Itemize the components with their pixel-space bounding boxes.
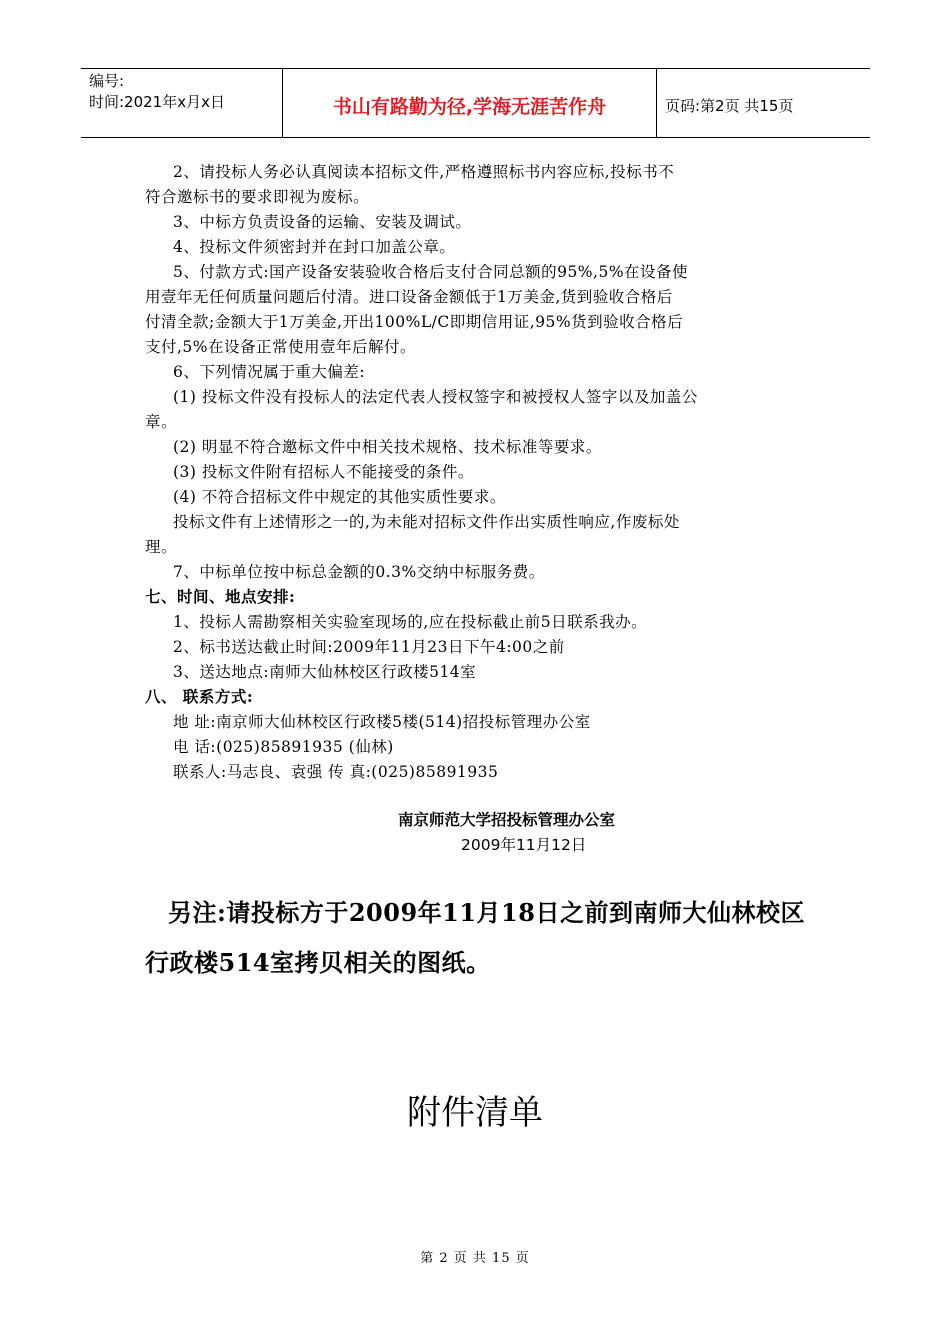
- body-line-21: 3、送达地点:南师大仙林校区行政楼514室: [173, 663, 477, 681]
- body-line-3: 3、中标方负责设备的运输、安装及调试。: [173, 213, 472, 231]
- header-meta: [81, 69, 283, 137]
- section-heading-8: 八、 联系方式:: [145, 687, 254, 706]
- contact-address: 地 址:南京师大仙林校区行政楼5楼(514)招投标管理办公室: [173, 713, 591, 731]
- signature-org: 南京师范大学招投标管理办公室: [398, 810, 616, 829]
- body-line-17: 7、中标单位按中标总金额的0.3%交纳中标服务费。: [173, 563, 545, 581]
- body-line-8: 支付,5%在设备正常使用壹年后解付。: [145, 338, 417, 356]
- page-footer: 第 2 页 共 15 页: [420, 1251, 530, 1266]
- body-line-16: 理。: [145, 538, 178, 556]
- body-line-5: 5、付款方式:国产设备安装验收合格后支付合同总额的95%,5%在设备使: [173, 263, 689, 281]
- header-motto: 书山有路勤为径,学海无涯苦作舟: [283, 69, 657, 137]
- number-label: 编号:: [89, 72, 125, 90]
- body-line-14: (4) 不符合招标文件中规定的其他实质性要求。: [173, 488, 506, 506]
- body-line-15: 投标文件有上述情形之一的,为未能对招标文件作出实质性响应,作废标处: [173, 513, 680, 531]
- date-label: 时间:2021年x月x日: [89, 93, 225, 111]
- note-line-1: 另注:请投标方于2009年11月18日之前到南师大仙林校区: [168, 898, 805, 927]
- signature-date: 2009年11月12日: [461, 836, 587, 854]
- body-line-1: 2、请投标人务必认真阅读本招标文件,严格遵照标书内容应标,投标书不: [173, 163, 675, 181]
- page-header: [81, 68, 870, 138]
- body-line-11: 章。: [145, 413, 178, 431]
- body-line-19: 1、投标人需勘察相关实验室现场的,应在投标截止前5日联系我办。: [173, 613, 648, 631]
- contact-person-fax: 联系人:马志良、袁强 传 真:(025)85891935: [173, 763, 499, 781]
- contact-phone: 电 话:(025)85891935 (仙林): [173, 738, 394, 756]
- section-heading-7: 七、时间、地点安排:: [145, 587, 296, 606]
- body-line-4: 4、投标文件须密封并在封口加盖公章。: [173, 238, 456, 256]
- body-line-12: (2) 明显不符合邀标文件中相关技术规格、技术标准等要求。: [173, 438, 602, 456]
- body-line-9: 6、下列情况属于重大偏差:: [173, 363, 366, 381]
- body-line-6: 用壹年无任何质量问题后付清。进口设备金额低于1万美金,货到验收合格后: [145, 288, 673, 306]
- note-line-2: 行政楼514室拷贝相关的图纸。: [145, 948, 491, 977]
- header-page-number: 页码:第2页 共15页: [665, 96, 794, 115]
- body-line-20: 2、标书送达截止时间:2009年11月23日下午4:00之前: [173, 638, 565, 656]
- body-line-10: (1) 投标文件没有投标人的法定代表人授权签字和被授权人签字以及加盖公: [173, 388, 698, 406]
- body-line-7: 付清全款;金额大于1万美金,开出100%L/C即期信用证,95%货到验收合格后: [145, 313, 684, 331]
- body-line-2: 符合邀标书的要求即视为废标。: [145, 188, 370, 206]
- appendix-title: 附件清单: [407, 1093, 543, 1133]
- body-line-13: (3) 投标文件附有招标人不能接受的条件。: [173, 463, 474, 481]
